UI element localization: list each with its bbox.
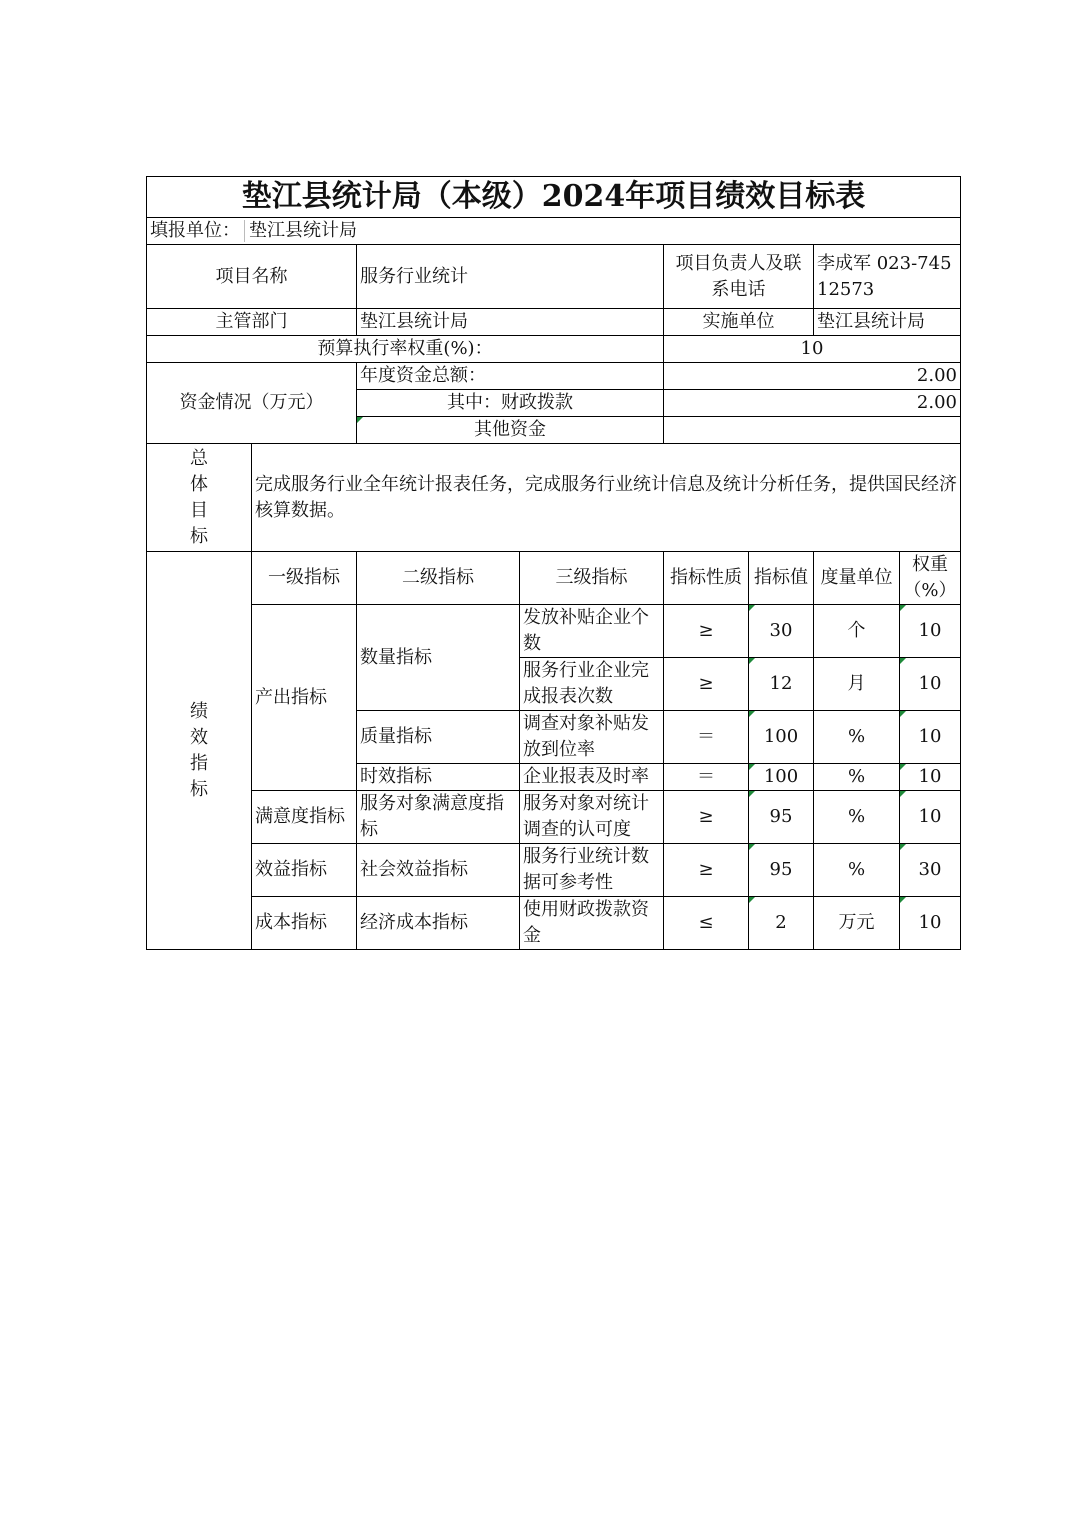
project-name-value: 服务行业统计 (357, 245, 664, 309)
row-1-nature: ≥ (664, 605, 749, 658)
row-7-weight: 10 (900, 897, 961, 950)
row-3-unit: % (814, 711, 900, 764)
row-3-weight: 10 (900, 711, 961, 764)
funds-other-value (664, 417, 961, 444)
goal-text: 完成服务行业全年统计报表任务，完成服务行业统计信息及统计分析任务，提供国民经济核算数据。 (252, 444, 961, 552)
group-cost-l2: 经济成本指标 (357, 897, 520, 950)
performance-table (146, 176, 961, 950)
header-l2: 二级指标 (357, 552, 520, 605)
contact-label: 项目负责人及联系电话 (664, 245, 814, 309)
fill-unit-row (147, 218, 961, 245)
row-6-weight: 30 (900, 844, 961, 897)
row-7-nature: ≤ (664, 897, 749, 950)
indicators-label (147, 552, 252, 950)
group-satisfaction: 满意度指标 (252, 791, 357, 844)
row-4-l3: 企业报表及时率 (520, 764, 664, 791)
budget-weight-label: 预算执行率权重(%)： (147, 336, 664, 363)
fill-unit-label: 填报单位： (150, 220, 240, 241)
row-2-unit: 月 (814, 658, 900, 711)
row-7-l3: 使用财政拨款资金 (520, 897, 664, 950)
row-7-value: 2 (749, 897, 814, 950)
row-2-l3: 服务行业企业完成报表次数 (520, 658, 664, 711)
row-4-unit: % (814, 764, 900, 791)
group-quantity: 数量指标 (357, 605, 520, 711)
row-3-nature: ＝ (664, 711, 749, 764)
funds-fiscal-label: 其中：财政拨款 (357, 390, 664, 417)
group-benefit-l2: 社会效益指标 (357, 844, 520, 897)
funds-total-value: 2.00 (664, 363, 961, 390)
header-l1: 一级指标 (252, 552, 357, 605)
funds-label (147, 363, 357, 444)
goal-label-text: 总体目标 (190, 447, 208, 547)
funds-fiscal-value: 2.00 (664, 390, 961, 417)
funds-total-label: 年度资金总额： (357, 363, 664, 390)
row-5-unit: % (814, 791, 900, 844)
header-unit: 度量单位 (814, 552, 900, 605)
row-3-value: 100 (749, 711, 814, 764)
group-satisfaction-l2: 服务对象满意度指标 (357, 791, 520, 844)
table-title: 垫江县统计局（本级）2024年项目绩效目标表 (147, 177, 961, 218)
row-6-unit: % (814, 844, 900, 897)
row-5-l3: 服务对象对统计调查的认可度 (520, 791, 664, 844)
row-1-l3: 发放补贴企业个数 (520, 605, 664, 658)
row-6-value: 95 (749, 844, 814, 897)
impl-label: 实施单位 (664, 309, 814, 336)
impl-value: 垫江县统计局 (814, 309, 961, 336)
project-name-label: 项目名称 (147, 245, 357, 309)
row-2-nature: ≥ (664, 658, 749, 711)
row-6-nature: ≥ (664, 844, 749, 897)
row-6-l3: 服务行业统计数据可参考性 (520, 844, 664, 897)
dept-value: 垫江县统计局 (357, 309, 664, 336)
row-5-value: 95 (749, 791, 814, 844)
row-4-value: 100 (749, 764, 814, 791)
row-1-weight: 10 (900, 605, 961, 658)
budget-weight-value: 10 (664, 336, 961, 363)
row-5-weight: 10 (900, 791, 961, 844)
row-3-l3: 调查对象补贴发放到位率 (520, 711, 664, 764)
funds-label-text: 资金情况（万元） (179, 392, 324, 413)
row-1-value: 30 (749, 605, 814, 658)
goal-label (147, 444, 252, 552)
dept-label: 主管部门 (147, 309, 357, 336)
header-value: 指标值 (749, 552, 814, 605)
group-timeliness: 时效指标 (357, 764, 520, 791)
header-nature: 指标性质 (664, 552, 749, 605)
contact-value: 李成军 023-74512573 (814, 245, 961, 309)
row-7-unit: 万元 (814, 897, 900, 950)
row-4-weight: 10 (900, 764, 961, 791)
row-2-weight: 10 (900, 658, 961, 711)
group-output: 产出指标 (252, 605, 357, 791)
funds-other-label: 其他资金 (357, 417, 664, 444)
header-l3: 三级指标 (520, 552, 664, 605)
group-cost: 成本指标 (252, 897, 357, 950)
indicators-label-text: 绩效指标 (190, 700, 208, 800)
header-weight: 权重（%） (900, 552, 961, 605)
row-1-unit: 个 (814, 605, 900, 658)
group-benefit: 效益指标 (252, 844, 357, 897)
row-4-nature: ＝ (664, 764, 749, 791)
performance-table-sheet (146, 176, 960, 950)
group-quality: 质量指标 (357, 711, 520, 764)
row-5-nature: ≥ (664, 791, 749, 844)
fill-unit-value: 垫江县统计局 (249, 220, 357, 241)
row-2-value: 12 (749, 658, 814, 711)
